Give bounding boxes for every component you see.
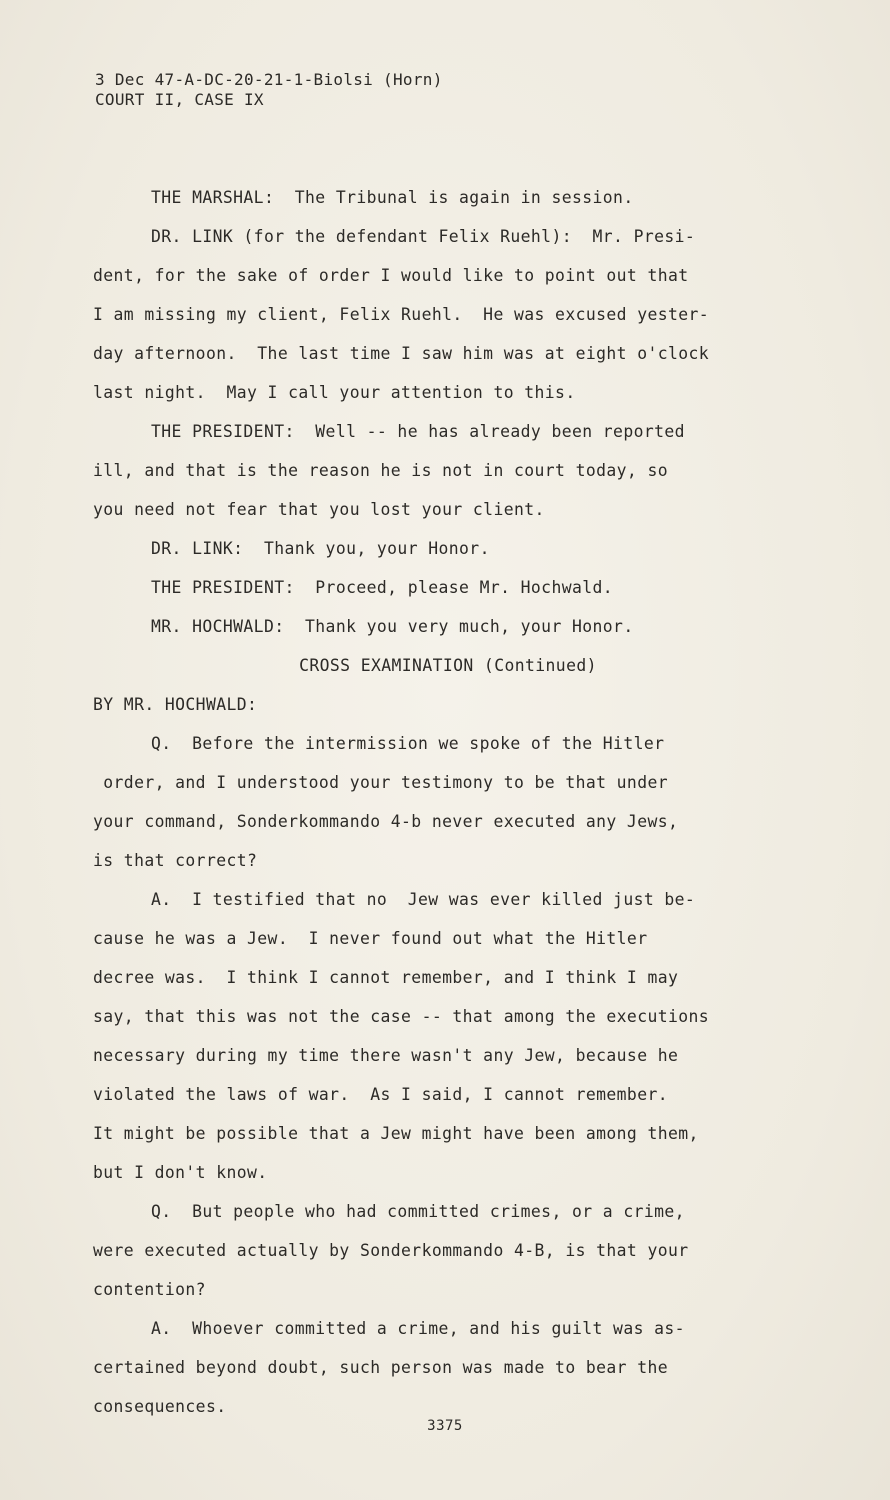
transcript-line: necessary during my time there wasn't any Jew, because he	[93, 1046, 679, 1065]
transcript-line: ill, and that is the reason he is not in court today, so	[93, 461, 669, 480]
transcript-line: I am missing my client, Felix Ruehl. He was excused yester-	[93, 305, 710, 324]
transcript-line: DR. LINK (for the defendant Felix Ruehl): Mr. Presi-	[151, 227, 696, 246]
transcript-line: were executed actually by Sonderkommando 4-B, is that your	[93, 1241, 689, 1260]
transcript-line: say, that this was not the case -- that among the executions	[93, 1007, 710, 1026]
transcript-line: DR. LINK: Thank you, your Honor.	[151, 539, 490, 558]
transcript-line: A. I testified that no Jew was ever killed just be-	[151, 890, 696, 909]
transcript-line: violated the laws of war. As I said, I cannot remember.	[93, 1085, 669, 1104]
transcript-line: A. Whoever committed a crime, and his guilt was as-	[151, 1319, 685, 1338]
transcript-line: MR. HOCHWALD: Thank you very much, your Honor.	[151, 617, 634, 636]
transcript-line: day afternoon. The last time I saw him was at eight o'clock	[93, 344, 710, 363]
transcript-line: It might be possible that a Jew might have been among them,	[93, 1124, 699, 1143]
transcript-line: cause he was a Jew. I never found out what the Hitler	[93, 929, 648, 948]
transcript-line: Q. But people who had committed crimes, or a crime,	[151, 1202, 685, 1221]
transcript-line: Q. Before the intermission we spoke of the Hitler	[151, 734, 665, 753]
transcript-line: order, and I understood your testimony to be that under	[93, 773, 669, 792]
transcript-line: contention?	[93, 1280, 206, 1299]
transcript-line: you need not fear that you lost your client.	[93, 500, 545, 519]
transcript-body	[93, 178, 803, 1426]
transcript-line: certained beyond doubt, such person was made to bear the	[93, 1358, 669, 1377]
transcript-line: THE PRESIDENT: Proceed, please Mr. Hochwald.	[151, 578, 614, 597]
header-docket-line: 3 Dec 47-A-DC-20-21-1-Biolsi (Horn)	[95, 70, 443, 89]
examiner-line: BY MR. HOCHWALD:	[93, 695, 258, 714]
transcript-line: THE PRESIDENT: Well -- he has already been reported	[151, 422, 685, 441]
transcript-line: is that correct?	[93, 851, 258, 870]
section-heading: CROSS EXAMINATION (Continued)	[299, 656, 597, 675]
header-court-line: COURT II, CASE IX	[95, 90, 264, 109]
transcript-line: your command, Sonderkommando 4-b never executed any Jews,	[93, 812, 679, 831]
transcript-line: THE MARSHAL: The Tribunal is again in session.	[151, 188, 634, 207]
page-number: 3375	[427, 1418, 463, 1434]
transcript-line: last night. May I call your attention to this.	[93, 383, 576, 402]
document-header	[95, 70, 443, 110]
transcript-line: decree was. I think I cannot remember, and I think I may	[93, 968, 679, 987]
transcript-line: consequences.	[93, 1397, 227, 1416]
transcript-line: but I don't know.	[93, 1163, 268, 1182]
transcript-line: dent, for the sake of order I would like to point out that	[93, 266, 689, 285]
